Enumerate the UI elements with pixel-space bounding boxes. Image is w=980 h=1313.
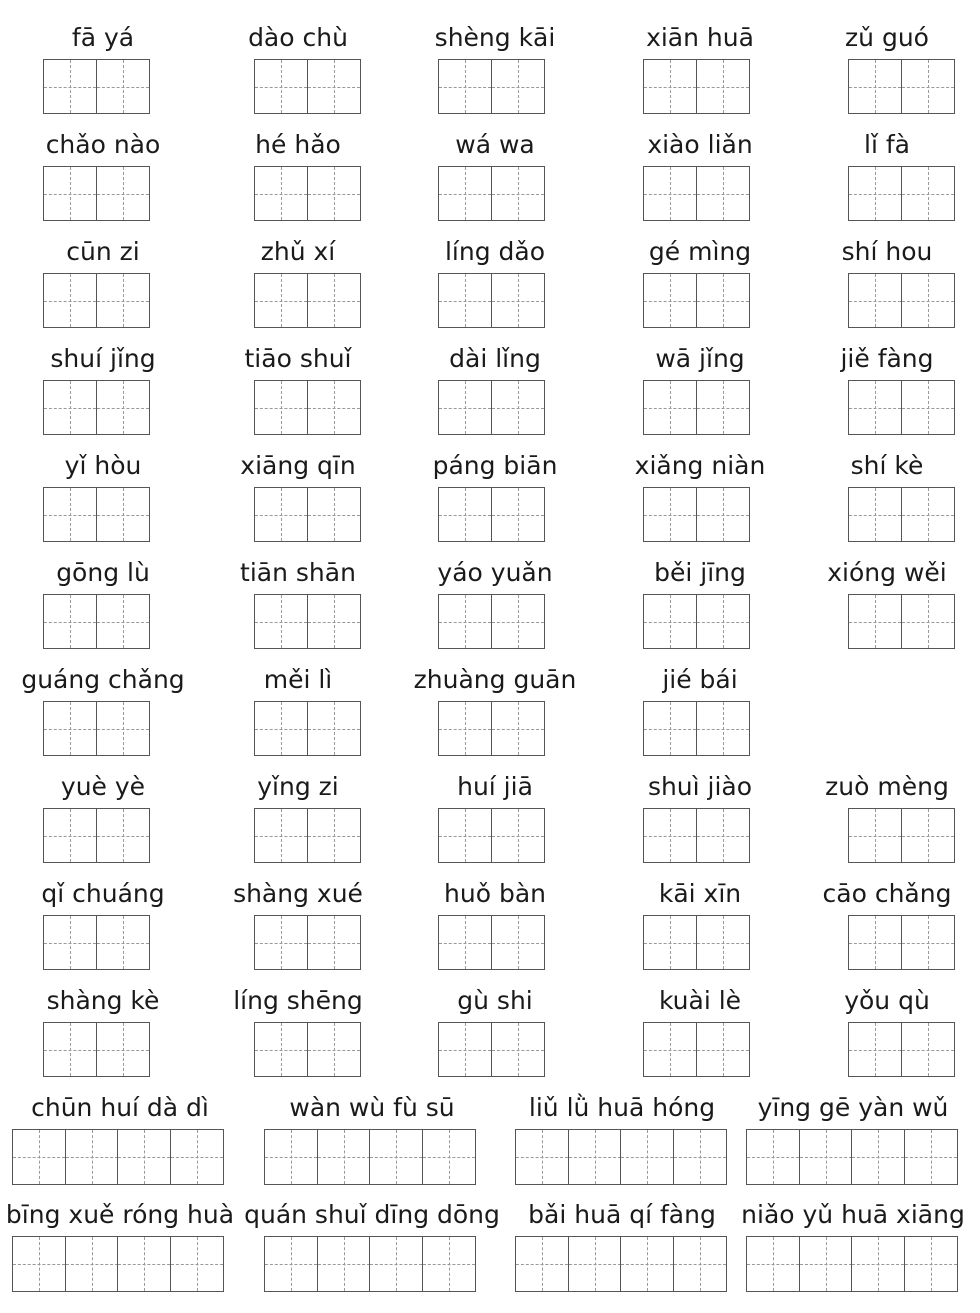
writing-cell[interactable] — [515, 1129, 569, 1185]
writing-grid[interactable] — [438, 1022, 545, 1077]
writing-cell[interactable] — [620, 1129, 674, 1185]
writing-cell[interactable] — [673, 1236, 727, 1292]
writing-grid[interactable] — [848, 273, 955, 328]
writing-cell[interactable] — [43, 915, 97, 970]
writing-cell[interactable] — [848, 59, 902, 114]
writing-grid[interactable] — [254, 1022, 361, 1077]
writing-cell[interactable] — [696, 594, 750, 649]
pinyin-label: yīng gē yàn wǔ — [757, 1093, 949, 1122]
writing-cell[interactable] — [43, 273, 97, 328]
writing-cell[interactable] — [491, 380, 545, 435]
pinyin-label: gù shi — [457, 986, 533, 1015]
pinyin-label: shàng xué — [233, 879, 363, 908]
writing-cell[interactable] — [901, 59, 955, 114]
writing-cell[interactable] — [901, 594, 955, 649]
pinyin-label: bīng xuě róng huà — [5, 1200, 235, 1229]
pinyin-label: shí kè — [850, 451, 924, 480]
pinyin-label: wàn wù fù sū — [289, 1093, 455, 1122]
pinyin-label: quán shuǐ dīng dōng — [244, 1200, 500, 1229]
pinyin-label: zuò mèng — [825, 772, 949, 801]
writing-grid[interactable] — [43, 1022, 150, 1077]
writing-grid[interactable] — [643, 273, 750, 328]
writing-cell[interactable] — [746, 1236, 800, 1292]
writing-grid[interactable] — [43, 59, 150, 114]
writing-grid[interactable] — [643, 808, 750, 863]
writing-cell[interactable] — [117, 1129, 171, 1185]
writing-cell[interactable] — [254, 59, 308, 114]
pinyin-label: guáng chǎng — [21, 665, 185, 694]
writing-cell[interactable] — [491, 273, 545, 328]
pinyin-label: zhuàng guān — [413, 665, 577, 694]
writing-cell[interactable] — [696, 59, 750, 114]
writing-cell[interactable] — [307, 594, 361, 649]
writing-grid[interactable] — [43, 380, 150, 435]
writing-cell[interactable] — [901, 487, 955, 542]
writing-cell[interactable] — [96, 380, 150, 435]
writing-cell[interactable] — [848, 380, 902, 435]
writing-grid[interactable] — [438, 273, 545, 328]
writing-cell[interactable] — [264, 1129, 318, 1185]
writing-cell[interactable] — [438, 915, 492, 970]
writing-cell[interactable] — [254, 166, 308, 221]
writing-cell[interactable] — [643, 166, 697, 221]
writing-grid[interactable] — [254, 273, 361, 328]
pinyin-label: zǔ guó — [845, 23, 929, 52]
pinyin-label: zhǔ xí — [260, 237, 336, 266]
pinyin-label: yáo yuǎn — [437, 558, 553, 587]
writing-grid[interactable] — [254, 487, 361, 542]
pinyin-label: kāi xīn — [658, 879, 742, 908]
pinyin-label: shèng kāi — [434, 23, 556, 52]
writing-cell[interactable] — [848, 166, 902, 221]
writing-cell[interactable] — [901, 380, 955, 435]
writing-cell[interactable] — [170, 1236, 224, 1292]
writing-cell[interactable] — [491, 808, 545, 863]
pinyin-label: kuài lè — [658, 986, 742, 1015]
writing-cell[interactable] — [438, 808, 492, 863]
writing-cell[interactable] — [307, 166, 361, 221]
writing-grid[interactable] — [746, 1236, 958, 1292]
writing-grid[interactable] — [254, 59, 361, 114]
writing-grid[interactable] — [12, 1236, 224, 1292]
pinyin-label: tiān shān — [240, 558, 356, 587]
writing-grid[interactable] — [438, 487, 545, 542]
writing-grid[interactable] — [438, 166, 545, 221]
pinyin-label: běi jīng — [654, 558, 746, 587]
writing-cell[interactable] — [307, 808, 361, 863]
writing-cell[interactable] — [696, 380, 750, 435]
writing-grid[interactable] — [254, 701, 361, 756]
writing-cell[interactable] — [696, 487, 750, 542]
writing-cell[interactable] — [317, 1129, 371, 1185]
pinyin-label: huí jiā — [457, 772, 533, 801]
writing-cell[interactable] — [643, 59, 697, 114]
writing-grid[interactable] — [254, 594, 361, 649]
writing-cell[interactable] — [643, 380, 697, 435]
writing-grid[interactable] — [643, 1022, 750, 1077]
pinyin-label: shuí jǐng — [50, 344, 156, 373]
writing-cell[interactable] — [438, 59, 492, 114]
writing-cell[interactable] — [264, 1236, 318, 1292]
writing-cell[interactable] — [848, 487, 902, 542]
writing-cell[interactable] — [254, 487, 308, 542]
writing-cell[interactable] — [96, 166, 150, 221]
writing-grid[interactable] — [254, 808, 361, 863]
writing-grid[interactable] — [438, 380, 545, 435]
writing-cell[interactable] — [643, 701, 697, 756]
writing-grid[interactable] — [848, 594, 955, 649]
pinyin-label: shí hou — [841, 237, 933, 266]
pinyin-label: qǐ chuáng — [41, 879, 165, 908]
writing-cell[interactable] — [848, 808, 902, 863]
writing-cell[interactable] — [696, 166, 750, 221]
pinyin-label: yǒu qù — [844, 986, 930, 1015]
writing-cell[interactable] — [43, 380, 97, 435]
writing-cell[interactable] — [904, 1129, 958, 1185]
writing-cell[interactable] — [901, 1022, 955, 1077]
writing-grid[interactable] — [12, 1129, 224, 1185]
writing-cell[interactable] — [568, 1129, 622, 1185]
writing-cell[interactable] — [96, 59, 150, 114]
writing-grid[interactable] — [643, 915, 750, 970]
writing-cell[interactable] — [96, 487, 150, 542]
writing-cell[interactable] — [254, 808, 308, 863]
writing-cell[interactable] — [901, 808, 955, 863]
writing-cell[interactable] — [851, 1129, 905, 1185]
writing-cell[interactable] — [673, 1129, 727, 1185]
pinyin-label: gōng lù — [56, 558, 150, 587]
pinyin-label: shàng kè — [46, 986, 160, 1015]
writing-cell[interactable] — [170, 1129, 224, 1185]
writing-cell[interactable] — [43, 59, 97, 114]
writing-cell[interactable] — [96, 1022, 150, 1077]
pinyin-label: měi lì — [263, 665, 333, 694]
writing-cell[interactable] — [43, 701, 97, 756]
writing-cell[interactable] — [12, 1129, 66, 1185]
writing-cell[interactable] — [43, 808, 97, 863]
pinyin-label: jiě fàng — [840, 344, 934, 373]
writing-grid[interactable] — [643, 166, 750, 221]
writing-grid[interactable] — [848, 59, 955, 114]
writing-grid[interactable] — [643, 594, 750, 649]
writing-cell[interactable] — [317, 1236, 371, 1292]
writing-cell[interactable] — [851, 1236, 905, 1292]
writing-grid[interactable] — [438, 594, 545, 649]
writing-grid[interactable] — [254, 166, 361, 221]
pinyin-label: xiāng qīn — [240, 451, 356, 480]
writing-grid[interactable] — [43, 166, 150, 221]
pinyin-label: xiān huā — [646, 23, 754, 52]
writing-grid[interactable] — [643, 701, 750, 756]
pinyin-label: wá wa — [455, 130, 535, 159]
writing-cell[interactable] — [491, 701, 545, 756]
writing-cell[interactable] — [422, 1236, 476, 1292]
writing-grid[interactable] — [438, 701, 545, 756]
writing-cell[interactable] — [643, 273, 697, 328]
writing-cell[interactable] — [12, 1236, 66, 1292]
writing-cell[interactable] — [620, 1236, 674, 1292]
pinyin-label: xiào liǎn — [647, 130, 753, 159]
writing-grid[interactable] — [643, 59, 750, 114]
writing-cell[interactable] — [96, 915, 150, 970]
writing-grid[interactable] — [848, 487, 955, 542]
writing-grid[interactable] — [515, 1236, 727, 1292]
writing-cell[interactable] — [307, 487, 361, 542]
writing-cell[interactable] — [848, 915, 902, 970]
writing-cell[interactable] — [307, 701, 361, 756]
writing-cell[interactable] — [254, 380, 308, 435]
pinyin-label: yǐng zi — [257, 772, 339, 801]
writing-grid[interactable] — [43, 487, 150, 542]
pinyin-label: líng shēng — [233, 986, 363, 1015]
writing-cell[interactable] — [438, 380, 492, 435]
pinyin-label: bǎi huā qí fàng — [528, 1200, 716, 1229]
pinyin-label: dào chù — [248, 23, 348, 52]
pinyin-label: chǎo nào — [45, 130, 161, 159]
writing-grid[interactable] — [643, 487, 750, 542]
writing-cell[interactable] — [901, 166, 955, 221]
writing-grid[interactable] — [264, 1129, 476, 1185]
writing-grid[interactable] — [848, 1022, 955, 1077]
writing-cell[interactable] — [696, 273, 750, 328]
writing-cell[interactable] — [438, 701, 492, 756]
writing-cell[interactable] — [254, 273, 308, 328]
pinyin-label: huǒ bàn — [444, 879, 546, 908]
pinyin-label: cāo chǎng — [822, 879, 952, 908]
writing-cell[interactable] — [96, 701, 150, 756]
writing-cell[interactable] — [96, 594, 150, 649]
writing-grid[interactable] — [43, 701, 150, 756]
writing-cell[interactable] — [491, 59, 545, 114]
writing-cell[interactable] — [696, 915, 750, 970]
writing-cell[interactable] — [643, 808, 697, 863]
writing-cell[interactable] — [43, 487, 97, 542]
writing-cell[interactable] — [117, 1236, 171, 1292]
writing-cell[interactable] — [96, 273, 150, 328]
writing-cell[interactable] — [491, 594, 545, 649]
writing-cell[interactable] — [901, 273, 955, 328]
pinyin-label: niǎo yǔ huā xiāng — [741, 1200, 965, 1229]
writing-cell[interactable] — [438, 166, 492, 221]
writing-cell[interactable] — [438, 1022, 492, 1077]
pinyin-label: líng dǎo — [444, 237, 546, 266]
writing-cell[interactable] — [307, 1022, 361, 1077]
writing-cell[interactable] — [491, 166, 545, 221]
writing-cell[interactable] — [307, 59, 361, 114]
writing-grid[interactable] — [254, 380, 361, 435]
writing-cell[interactable] — [307, 915, 361, 970]
writing-grid[interactable] — [438, 915, 545, 970]
writing-cell[interactable] — [901, 915, 955, 970]
writing-grid[interactable] — [848, 808, 955, 863]
pinyin-label: xiǎng niàn — [634, 451, 766, 480]
pinyin-label: jié bái — [662, 665, 738, 694]
writing-cell[interactable] — [746, 1129, 800, 1185]
writing-grid[interactable] — [43, 915, 150, 970]
writing-cell[interactable] — [696, 1022, 750, 1077]
writing-cell[interactable] — [696, 808, 750, 863]
writing-cell[interactable] — [568, 1236, 622, 1292]
writing-cell[interactable] — [438, 487, 492, 542]
pinyin-label: cūn zi — [66, 237, 140, 266]
pinyin-label: tiāo shuǐ — [244, 344, 352, 373]
writing-grid[interactable] — [43, 273, 150, 328]
pinyin-label: liǔ lǜ huā hóng — [528, 1093, 716, 1122]
writing-cell[interactable] — [254, 915, 308, 970]
writing-cell[interactable] — [307, 273, 361, 328]
writing-cell[interactable] — [491, 915, 545, 970]
writing-cell[interactable] — [696, 701, 750, 756]
pinyin-label: yǐ hòu — [64, 451, 142, 480]
pinyin-label: lǐ fà — [864, 130, 910, 159]
pinyin-label: xióng wěi — [827, 558, 947, 587]
writing-cell[interactable] — [491, 487, 545, 542]
writing-grid[interactable] — [848, 380, 955, 435]
pinyin-label: shuì jiào — [647, 772, 753, 801]
writing-grid[interactable] — [43, 594, 150, 649]
writing-cell[interactable] — [307, 380, 361, 435]
writing-cell[interactable] — [43, 166, 97, 221]
writing-cell[interactable] — [65, 1129, 119, 1185]
writing-grid[interactable] — [746, 1129, 958, 1185]
writing-cell[interactable] — [254, 594, 308, 649]
writing-cell[interactable] — [643, 487, 697, 542]
pinyin-label: yuè yè — [60, 772, 146, 801]
pinyin-label: hé hǎo — [255, 130, 341, 159]
writing-cell[interactable] — [848, 594, 902, 649]
writing-cell[interactable] — [643, 1022, 697, 1077]
writing-cell[interactable] — [491, 1022, 545, 1077]
writing-cell[interactable] — [799, 1236, 853, 1292]
writing-grid[interactable] — [438, 808, 545, 863]
pinyin-label: wā jǐng — [655, 344, 745, 373]
writing-cell[interactable] — [438, 594, 492, 649]
writing-cell[interactable] — [438, 273, 492, 328]
writing-cell[interactable] — [848, 1022, 902, 1077]
writing-grid[interactable] — [43, 808, 150, 863]
writing-cell[interactable] — [422, 1129, 476, 1185]
writing-cell[interactable] — [65, 1236, 119, 1292]
pinyin-label: dài lǐng — [449, 344, 541, 373]
writing-cell[interactable] — [643, 594, 697, 649]
writing-cell[interactable] — [96, 808, 150, 863]
writing-cell[interactable] — [799, 1129, 853, 1185]
writing-cell[interactable] — [43, 594, 97, 649]
writing-cell[interactable] — [848, 273, 902, 328]
writing-grid[interactable] — [643, 380, 750, 435]
writing-cell[interactable] — [515, 1236, 569, 1292]
writing-cell[interactable] — [369, 1236, 423, 1292]
writing-grid[interactable] — [254, 915, 361, 970]
writing-grid[interactable] — [264, 1236, 476, 1292]
writing-cell[interactable] — [254, 701, 308, 756]
writing-cell[interactable] — [43, 1022, 97, 1077]
writing-grid[interactable] — [438, 59, 545, 114]
pinyin-label: gé mìng — [648, 237, 752, 266]
pinyin-label: páng biān — [432, 451, 558, 480]
writing-grid[interactable] — [515, 1129, 727, 1185]
writing-grid[interactable] — [848, 915, 955, 970]
writing-cell[interactable] — [904, 1236, 958, 1292]
writing-cell[interactable] — [369, 1129, 423, 1185]
writing-cell[interactable] — [643, 915, 697, 970]
writing-grid[interactable] — [848, 166, 955, 221]
pinyin-label: chūn huí dà dì — [31, 1093, 209, 1122]
writing-cell[interactable] — [254, 1022, 308, 1077]
pinyin-label: fā yá — [71, 23, 135, 52]
